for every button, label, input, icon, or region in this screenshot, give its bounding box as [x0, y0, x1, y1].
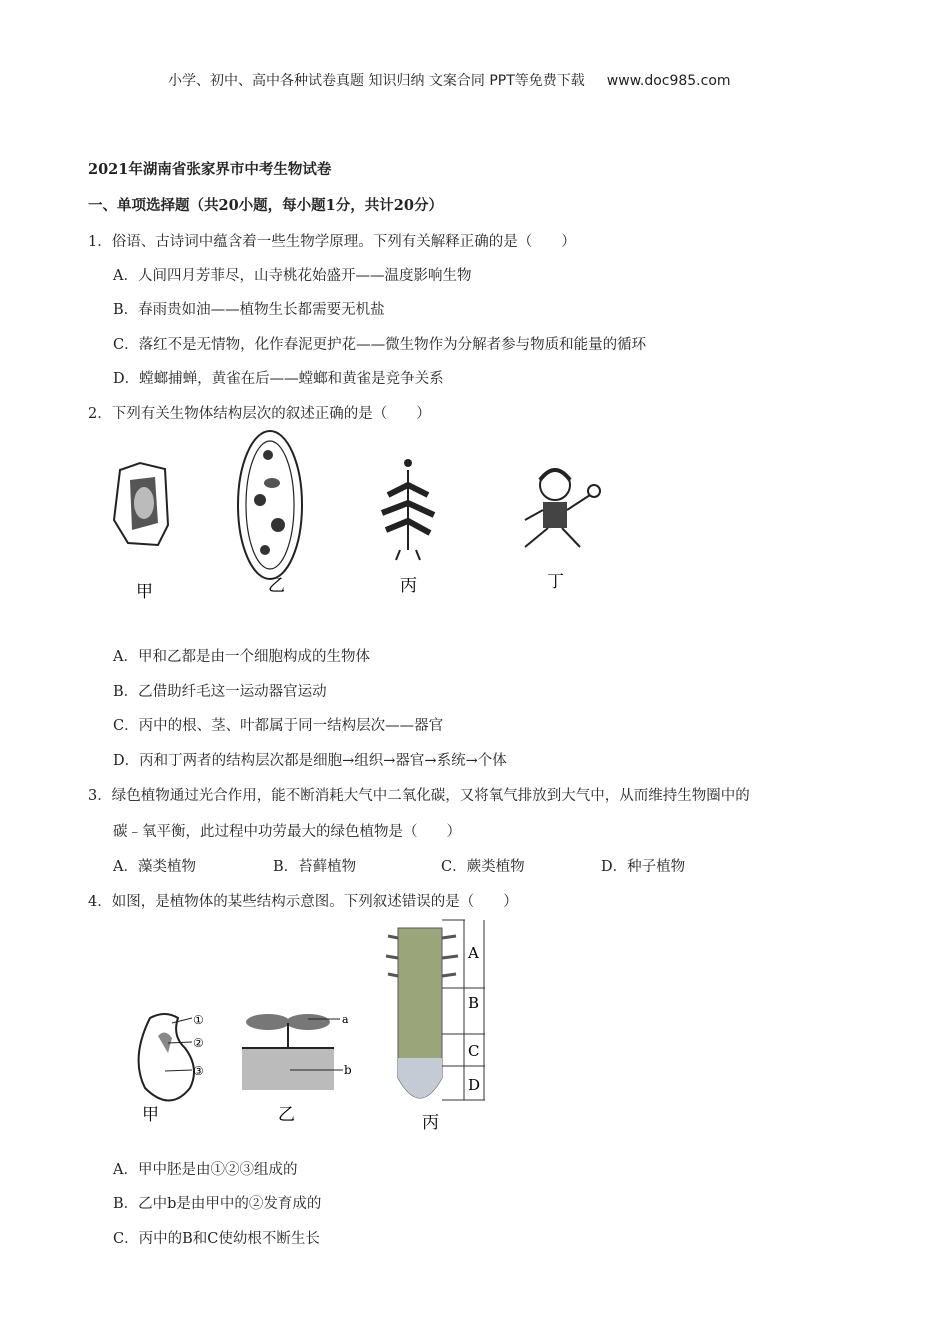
q3-stem-line1: 3．绿色植物通过光合作用，能不断消耗大气中二氧化碳，又将氧气排放到大气中，从而维持生物圈中的 — [88, 788, 750, 804]
root-tip-bing-figure — [386, 920, 485, 1100]
plant-bing-figure — [382, 459, 434, 560]
q4-option-b: B．乙中b是由甲中的②发育成的 — [113, 1196, 322, 1212]
header-text: 小学、初中、高中各种试卷真题 知识归纳 文案合同 PPT等免费下载 — [168, 73, 585, 89]
label-jia: 甲 — [136, 582, 153, 602]
zone-a: A — [468, 944, 479, 962]
q4-label-bing: 丙 — [422, 1113, 439, 1133]
q1-option-a: A．人间四月芳菲尽，山寺桃花始盛开——温度影响生物 — [113, 268, 472, 284]
seedling-label-b: b — [344, 1063, 352, 1077]
q4-option-a: A．甲中胚是由①②③组成的 — [113, 1162, 298, 1178]
q4-figure — [110, 918, 510, 1138]
q2-option-b: B．乙借助纤毛这一运动器官运动 — [113, 684, 327, 700]
q3-option-d: D．种子植物 — [601, 859, 686, 875]
mark-1: ① — [193, 1013, 204, 1027]
q3-option-c: C．蕨类植物 — [441, 859, 525, 875]
label-bing: 丙 — [400, 576, 417, 596]
seedling-label-a: a — [342, 1013, 349, 1026]
zone-c: C — [468, 1042, 480, 1060]
q1-option-d: D．螳螂捕蝉，黄雀在后——螳螂和黄雀是竞争关系 — [113, 371, 444, 387]
q3-option-a: A．藻类植物 — [113, 859, 196, 875]
q2-figure — [100, 425, 640, 605]
q4-label-jia: 甲 — [142, 1105, 159, 1125]
q2-stem: 2．下列有关生物体结构层次的叙述正确的是（ ） — [88, 406, 431, 422]
q1-option-c: C．落红不是无情物，化作春泥更护花——微生物作为分解者参与物质和能量的循环 — [113, 337, 647, 353]
header-url[interactable]: www.doc985.com — [606, 73, 731, 89]
label-ding: 丁 — [547, 572, 564, 592]
seed-jia-figure — [139, 1013, 204, 1101]
zone-b: B — [468, 994, 480, 1012]
mark-2: ② — [193, 1036, 204, 1050]
section-heading: 一、单项选择题（共20小题，每小题1分，共计20分） — [88, 197, 443, 214]
q4-option-c: C．丙中的B和C使幼根不断生长 — [113, 1231, 320, 1247]
label-yi: 乙 — [268, 576, 285, 596]
q3-stem-line2: 碳﹣氧平衡，此过程中功劳最大的绿色植物是（ ） — [113, 824, 461, 840]
page-header — [168, 70, 731, 90]
q4-label-yi: 乙 — [278, 1105, 295, 1125]
q2-option-d: D．丙和丁两者的结构层次都是细胞→组织→器官→系统→个体 — [113, 753, 507, 769]
zone-d: D — [468, 1076, 481, 1094]
mark-3: ③ — [193, 1064, 204, 1078]
cell-jia-figure — [114, 463, 168, 545]
child-ding-figure — [525, 470, 600, 547]
exam-title: 2021年湖南省张家界市中考生物试卷 — [88, 161, 332, 178]
q3-option-b: B．苔藓植物 — [273, 859, 357, 875]
seedling-yi-figure — [242, 1013, 352, 1090]
paramecium-yi-figure — [238, 431, 302, 579]
q2-option-c: C．丙中的根、茎、叶都属于同一结构层次——器官 — [113, 718, 444, 734]
q4-stem: 4．如图，是植物体的某些结构示意图。下列叙述错误的是（ ） — [88, 894, 518, 910]
q2-option-a: A．甲和乙都是由一个细胞构成的生物体 — [113, 649, 370, 665]
q1-option-b: B．春雨贵如油——植物生长都需要无机盐 — [113, 302, 385, 318]
q1-stem: 1．俗语、古诗词中蕴含着一些生物学原理。下列有关解释正确的是（ ） — [88, 234, 576, 250]
